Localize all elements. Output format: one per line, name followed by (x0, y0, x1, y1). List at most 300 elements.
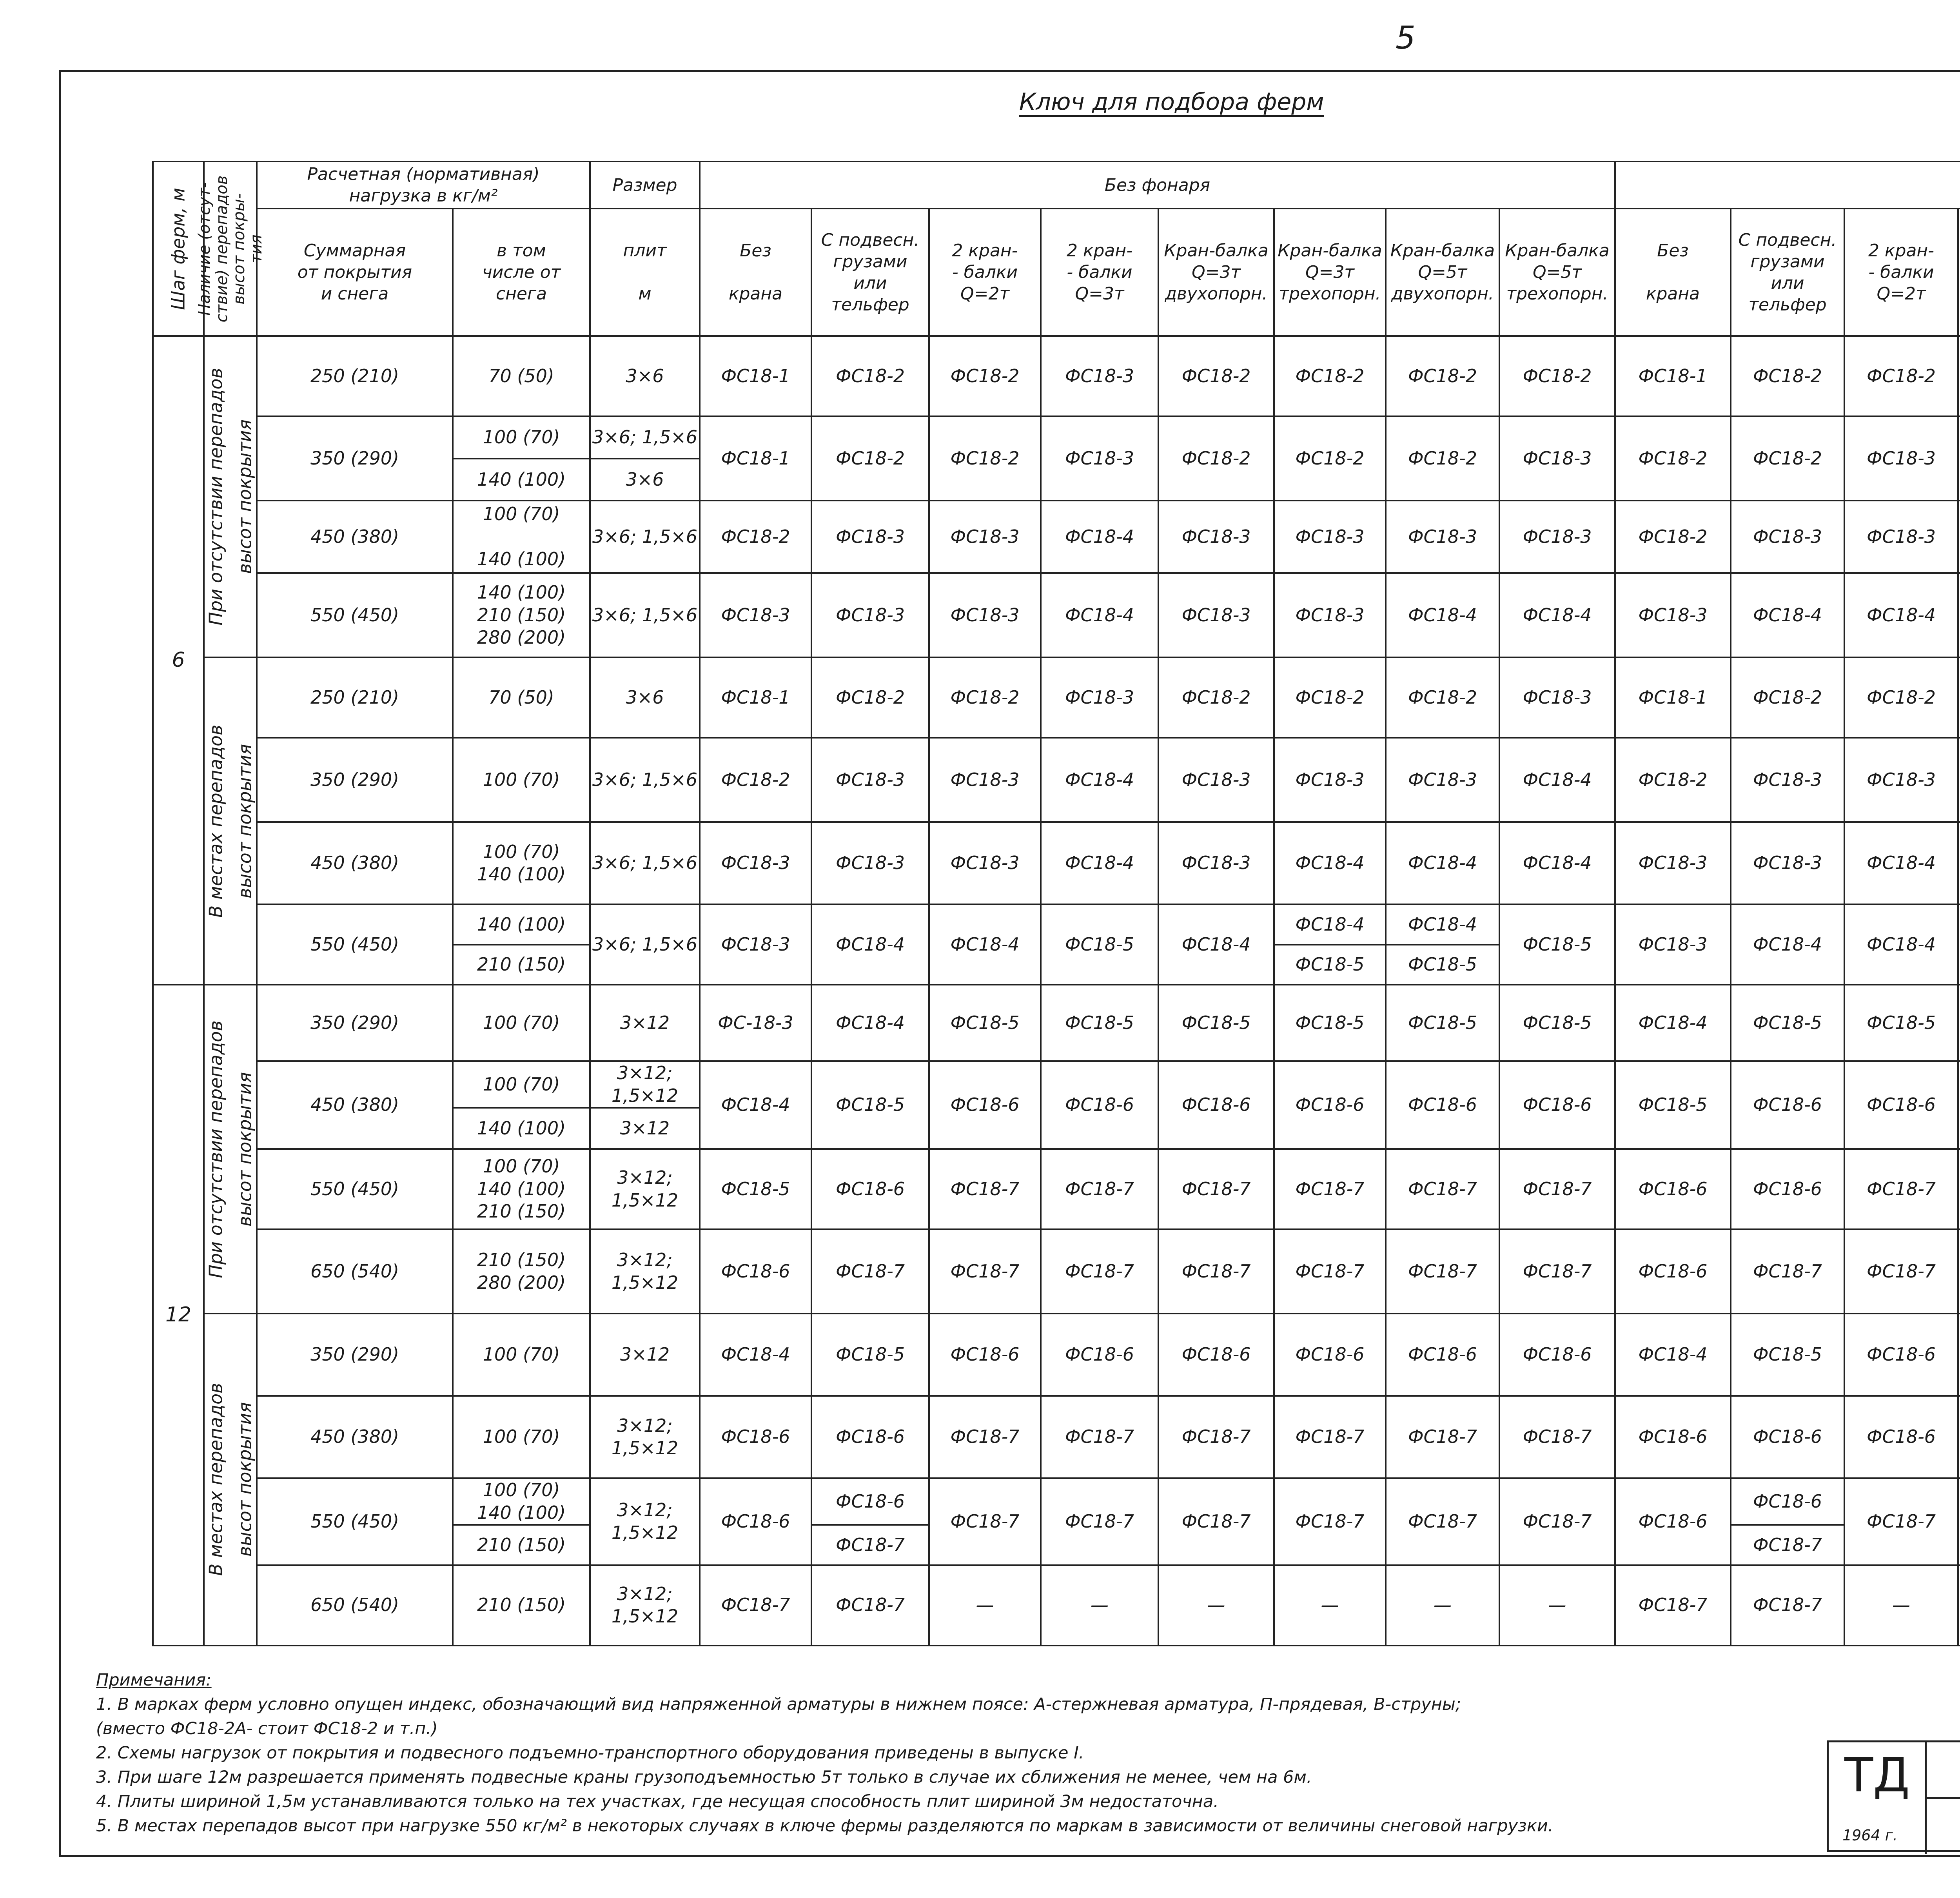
truss-mark: ФС18-6 (1615, 1478, 1731, 1565)
load-snow: 100 (70) (453, 1314, 590, 1396)
truss-mark: ФС18-1 (700, 657, 811, 738)
truss-mark: ФС18-6 (700, 1478, 811, 1565)
stamp-year: 1964 г. (1842, 1827, 1898, 1844)
truss-mark: ФС18-4 (929, 904, 1041, 985)
truss-mark (1958, 657, 1960, 738)
truss-mark: ФС18-2 (1274, 336, 1386, 416)
truss-mark: ФС18-4 (1386, 904, 1499, 945)
load-total: 550 (450) (257, 573, 453, 657)
table-row (153, 1149, 1960, 1189)
step-cell: 12 (153, 985, 204, 1646)
truss-mark: ФС18-4 (811, 985, 929, 1061)
truss-mark: ФС18-7 (1731, 1565, 1844, 1646)
truss-mark: ФС18-4 (1499, 822, 1615, 904)
table-row (153, 904, 1960, 945)
truss-mark: ФС18-6 (700, 1229, 811, 1314)
truss-mark: ФС18-3 (1158, 738, 1274, 822)
slab-size: 3×12 (590, 985, 700, 1061)
truss-mark: ФС18-6 (1386, 1314, 1499, 1396)
truss-mark: ФС18-3 (1499, 416, 1615, 501)
load-snow: 140 (100) (453, 904, 590, 945)
table-row (153, 1229, 1960, 1272)
truss-mark: ФС18-6 (811, 1396, 929, 1478)
load-snow: 100 (70) 140 (100) (453, 501, 590, 573)
slab-size: 3×12; 1,5×12 (590, 1478, 700, 1565)
truss-mark (1958, 1149, 1960, 1229)
truss-mark: ФС18-5 (1386, 945, 1499, 985)
header-crane-1: Без крана (700, 209, 811, 336)
truss-mark: ФС18-3 (1499, 501, 1615, 573)
slab-size: 3×6; 1,5×6 (590, 573, 700, 657)
truss-mark: ФС18-3 (1844, 416, 1958, 501)
truss-mark: ФС18-2 (811, 416, 929, 501)
header-crane-2: С подвесн. грузами или тельфер (811, 209, 929, 336)
truss-mark (1958, 738, 1960, 822)
truss-mark: ФС18-3 (929, 573, 1041, 657)
truss-mark (1958, 1565, 1960, 1646)
load-total: 550 (450) (257, 904, 453, 985)
truss-mark: ФС18-5 (1499, 904, 1615, 985)
truss-mark: ФС18-6 (1158, 1061, 1274, 1149)
load-total: 450 (380) (257, 1061, 453, 1149)
truss-mark: ФС18-6 (811, 1478, 929, 1525)
truss-mark: — (1499, 1565, 1615, 1646)
truss-mark: ФС18-5 (811, 1314, 929, 1396)
truss-mark: ФС18-6 (1844, 1061, 1958, 1149)
truss-mark: ФС18-6 (1844, 1314, 1958, 1396)
truss-mark: ФС18-3 (1274, 501, 1386, 573)
stamp-title-2 (1946, 1807, 1960, 1832)
truss-mark: ФС18-7 (1158, 1229, 1274, 1314)
table-row (153, 738, 1960, 780)
truss-mark: ФС18-6 (1615, 1396, 1731, 1478)
header-step: Шаг ферм, м (153, 161, 204, 336)
truss-mark: ФС18-3 (811, 501, 929, 573)
truss-mark: ФС18-7 (1274, 1478, 1386, 1565)
slab-size: 3×6; 1,5×6 (590, 501, 700, 573)
truss-mark: ФС18-5 (1386, 985, 1499, 1061)
slab-size: 3×12; 1,5×12 (590, 1229, 700, 1314)
truss-mark: ФС18-4 (1844, 822, 1958, 904)
truss-mark: ФС18-3 (1615, 904, 1731, 985)
truss-mark: ФС18-3 (1844, 501, 1958, 573)
truss-mark: ФС18-2 (1731, 336, 1844, 416)
truss-mark: ФС18-4 (1731, 904, 1844, 985)
truss-mark: ФС18-7 (1158, 1396, 1274, 1478)
truss-mark: ФС18-7 (1499, 1229, 1615, 1314)
truss-mark: ФС18-2 (1386, 657, 1499, 738)
truss-mark: ФС18-2 (1158, 336, 1274, 416)
truss-mark: — (1274, 1565, 1386, 1646)
truss-mark: ФС18-7 (929, 1478, 1041, 1565)
truss-mark: ФС18-3 (1615, 822, 1731, 904)
truss-mark: ФС18-2 (1499, 336, 1615, 416)
truss-mark: ФС18-3 (1274, 738, 1386, 822)
notes (96, 1668, 1553, 1838)
height-diff-label: В местах перепадов высот покрытия (205, 724, 255, 918)
truss-mark: ФС18-3 (1158, 573, 1274, 657)
truss-mark: ФС18-4 (1844, 904, 1958, 985)
truss-mark: ФС18-6 (1615, 1149, 1731, 1229)
truss-mark (1958, 822, 1960, 904)
slab-size: 3×6; 1,5×6 (590, 738, 700, 822)
load-snow: 100 (70) (453, 416, 590, 459)
slab-size: 3×6 (590, 336, 700, 416)
load-total: 350 (290) (257, 1314, 453, 1396)
truss-mark: ФС18-4 (1615, 1314, 1731, 1396)
load-total: 550 (450) (257, 1149, 453, 1229)
load-snow: 140 (100) 210 (150) 280 (200) (453, 573, 590, 657)
title-block (1827, 1740, 1960, 1852)
truss-mark: ФС18-6 (1844, 1396, 1958, 1478)
truss-mark: ФС18-2 (1844, 336, 1958, 416)
truss-mark: ФС18-7 (811, 1565, 929, 1646)
truss-mark: ФС18-5 (1158, 985, 1274, 1061)
slab-size: 3×12 (590, 1314, 700, 1396)
truss-mark: ФС18-6 (1731, 1149, 1844, 1229)
stamp-title-1 (1946, 1754, 1960, 1779)
table-row (153, 1396, 1960, 1437)
note-1-cont: (вместо ФС18-2А- стоит ФС18-2 и т.п.) (96, 1719, 438, 1738)
truss-mark: — (929, 1565, 1041, 1646)
header-lantern-crane-3: 2 кран- - балки Q=2т (1844, 209, 1958, 336)
truss-mark: ФС18-2 (1615, 738, 1731, 822)
title-block-divider (1927, 1797, 1960, 1799)
load-total: 450 (380) (257, 501, 453, 573)
truss-mark: ФС18-3 (811, 738, 929, 822)
truss-mark: ФС18-2 (929, 416, 1041, 501)
truss-mark: ФС18-7 (1158, 1149, 1274, 1229)
truss-mark: ФС18-5 (1274, 985, 1386, 1061)
truss-mark: ФС18-6 (1274, 1314, 1386, 1396)
truss-mark: ФС18-4 (1041, 738, 1158, 822)
truss-mark: ФС18-5 (929, 985, 1041, 1061)
step-cell: 6 (153, 336, 204, 985)
header-size: Размер (590, 161, 700, 209)
truss-mark: ФС18-5 (1041, 985, 1158, 1061)
table-row (153, 822, 1960, 863)
header-lantern-crane-4 (1958, 209, 1960, 336)
truss-mark: ФС18-3 (1499, 657, 1615, 738)
slab-size: 3×12; 1,5×12 (590, 1396, 700, 1478)
page-title: Ключ для подбора ферм (1019, 88, 1324, 116)
truss-mark: ФС18-7 (1844, 1229, 1958, 1314)
truss-mark: ФС18-2 (811, 657, 929, 738)
header-lantern-crane-2: С подвесн. грузами или тельфер (1731, 209, 1844, 336)
truss-mark: ФС18-7 (1731, 1229, 1844, 1314)
truss-mark (1958, 1478, 1960, 1565)
header-load-total: Суммарная от покрытия и снега (257, 209, 453, 336)
truss-mark: ФС18-2 (929, 336, 1041, 416)
truss-mark: ФС18-4 (1731, 573, 1844, 657)
truss-mark: ФС18-3 (1158, 501, 1274, 573)
truss-mark: ФС18-6 (1731, 1396, 1844, 1478)
truss-mark: ФС18-3 (929, 822, 1041, 904)
truss-mark: ФС18-4 (1274, 904, 1386, 945)
truss-mark: ФС18-4 (1615, 985, 1731, 1061)
header-height-diff: Наличие (отсут- ствие) перепадов высот покры- тия (204, 161, 257, 336)
truss-mark: ФС18-2 (700, 501, 811, 573)
truss-mark: ФС18-6 (1041, 1314, 1158, 1396)
slab-size: 3×6; 1,5×6 (590, 904, 700, 985)
truss-mark: ФС18-3 (1386, 501, 1499, 573)
load-snow: 100 (70) (453, 738, 590, 822)
truss-mark: ФС18-7 (811, 1229, 929, 1314)
load-total: 350 (290) (257, 738, 453, 822)
truss-mark: ФС18-7 (1386, 1149, 1499, 1229)
truss-mark: ФС18-3 (700, 822, 811, 904)
slab-size: 3×6; 1,5×6 (590, 822, 700, 904)
truss-mark: ФС18-7 (1499, 1396, 1615, 1478)
truss-mark: ФС18-5 (700, 1149, 811, 1229)
load-total: 550 (450) (257, 1478, 453, 1565)
truss-mark: ФС18-2 (700, 738, 811, 822)
truss-mark: ФС18-7 (929, 1229, 1041, 1314)
truss-mark (1958, 1314, 1960, 1396)
load-total: 350 (290) (257, 416, 453, 501)
truss-mark: ФС18-4 (1386, 573, 1499, 657)
header-crane-6: Кран-балка Q=3т трехопорн. (1274, 209, 1386, 336)
note-2: 2. Схемы нагрузок от покрытия и подвесного подъемно-транспортного оборудования приведены в выпуске I. (96, 1743, 1084, 1763)
table-row (153, 1061, 1960, 1108)
truss-mark: ФС18-1 (1615, 336, 1731, 416)
load-snow: 70 (50) (453, 657, 590, 738)
slab-size: 3×12; 1,5×12 (590, 1061, 700, 1108)
load-total: 450 (380) (257, 822, 453, 904)
truss-mark: — (1844, 1565, 1958, 1646)
table-row (153, 1314, 1960, 1355)
load-snow: 210 (150) (453, 945, 590, 985)
load-snow: 210 (150) (453, 1565, 590, 1646)
truss-mark: ФС18-2 (1844, 657, 1958, 738)
load-snow: 140 (100) (453, 459, 590, 501)
truss-mark: ФС18-5 (1844, 985, 1958, 1061)
truss-mark: ФС18-3 (1731, 501, 1844, 573)
truss-mark: ФС18-3 (811, 822, 929, 904)
truss-mark: ФС18-4 (1158, 904, 1274, 985)
note-3: 3. При шаге 12м разрешается применять подвесные краны грузоподъемностью 5т только в случае их сближения не менее, чем на 6м. (96, 1767, 1312, 1787)
truss-mark: ФС18-2 (1274, 416, 1386, 501)
load-snow: 210 (150) 280 (200) (453, 1229, 590, 1314)
slab-size: 3×12; 1,5×12 (590, 1149, 700, 1229)
note-4: 4. Плиты шириной 1,5м устанавливаются только на тех участках, где несущая способность плит шириной 3м недостаточна. (96, 1792, 1219, 1811)
header-crane-5: Кран-балка Q=3т двухопорн. (1158, 209, 1274, 336)
header-crane-8: Кран-балка Q=5т трехопорн. (1499, 209, 1615, 336)
slab-size: 3×12; 1,5×12 (590, 1565, 700, 1646)
load-snow: 70 (50) (453, 336, 590, 416)
note-5: 5. В местах перепадов высот при нагрузке 550 кг/м² в некоторых случаях в ключе фермы разделяются по маркам в зависимости от величины снеговой нагрузки. (96, 1816, 1553, 1836)
truss-mark: ФС18-6 (1731, 1478, 1844, 1525)
truss-mark: ФС18-2 (1615, 416, 1731, 501)
load-total: 650 (540) (257, 1229, 453, 1314)
table-row (153, 501, 1960, 537)
truss-selection-table (152, 161, 1960, 1646)
truss-mark: ФС18-4 (1274, 822, 1386, 904)
truss-mark: ФС18-5 (1499, 985, 1615, 1061)
truss-mark: ФС18-7 (1041, 1478, 1158, 1565)
truss-mark: ФС18-6 (1499, 1314, 1615, 1396)
truss-mark: ФС18-1 (700, 336, 811, 416)
truss-mark: ФС18-6 (1274, 1061, 1386, 1149)
truss-mark: ФС18-7 (1274, 1149, 1386, 1229)
height-diff-label: При отсутствии перепадов высот покрытия (205, 1020, 255, 1278)
truss-mark: ФС18-7 (1041, 1396, 1158, 1478)
truss-mark: ФС18-3 (1615, 573, 1731, 657)
truss-mark: ФС18-4 (1386, 822, 1499, 904)
header-size-sub: плит м (590, 209, 700, 336)
height-diff-group (204, 1314, 257, 1646)
height-diff-group (204, 336, 257, 657)
truss-mark: ФС18-4 (1041, 573, 1158, 657)
truss-mark: ФС18-2 (929, 657, 1041, 738)
truss-mark: ФС18-5 (1615, 1061, 1731, 1149)
truss-mark (1958, 416, 1960, 501)
truss-mark: ФС18-7 (929, 1396, 1041, 1478)
truss-mark: ФС18-5 (1041, 904, 1158, 985)
truss-mark: ФС18-7 (1499, 1149, 1615, 1229)
header-crane-4: 2 кран- - балки Q=3т (1041, 209, 1158, 336)
truss-mark: ФС18-4 (811, 904, 929, 985)
truss-mark (1958, 985, 1960, 1061)
truss-mark: ФС18-2 (1386, 416, 1499, 501)
load-total: 450 (380) (257, 1396, 453, 1478)
header-no-lantern: Без фонаря (700, 161, 1615, 209)
truss-mark: ФС18-3 (811, 573, 929, 657)
table-row (153, 657, 1960, 698)
truss-mark: ФС18-6 (1731, 1061, 1844, 1149)
truss-mark: ФС18-3 (929, 501, 1041, 573)
truss-mark: ФС18-7 (1041, 1229, 1158, 1314)
truss-mark: ФС18-6 (1386, 1061, 1499, 1149)
load-total: 350 (290) (257, 985, 453, 1061)
truss-mark: ФС18-1 (1615, 657, 1731, 738)
truss-mark: ФС18-7 (1386, 1229, 1499, 1314)
truss-mark: ФС18-7 (1386, 1478, 1499, 1565)
truss-mark: ФС18-4 (1499, 738, 1615, 822)
truss-mark: ФС18-5 (811, 1061, 929, 1149)
truss-mark: ФС18-5 (1274, 945, 1386, 985)
note-1: 1. В марках ферм условно опущен индекс, обозначающий вид напряженной арматуры в нижнем поясе: А-стержневая арматура, П-прядевая, В-струны; (96, 1695, 1461, 1714)
truss-mark: ФС18-4 (1499, 573, 1615, 657)
truss-mark: ФС18-4 (1844, 573, 1958, 657)
truss-mark: ФС18-6 (811, 1149, 929, 1229)
table-row (153, 1565, 1960, 1606)
truss-mark: ФС18-3 (1731, 738, 1844, 822)
truss-mark: ФС18-7 (1844, 1478, 1958, 1565)
load-total: 650 (540) (257, 1565, 453, 1646)
truss-mark: ФС18-2 (1274, 657, 1386, 738)
load-snow: 100 (70) (453, 1061, 590, 1108)
org-mark: ТД (1844, 1748, 1910, 1803)
slab-size: 3×6; 1,5×6 (590, 416, 700, 459)
truss-mark: ФС18-2 (1615, 501, 1731, 573)
truss-mark: ФС18-3 (1274, 573, 1386, 657)
truss-mark: — (1386, 1565, 1499, 1646)
truss-mark (1958, 904, 1960, 985)
truss-mark: ФС18-7 (1499, 1478, 1615, 1565)
truss-mark: ФС18-3 (700, 573, 811, 657)
header-lantern-crane-1: Без крана (1615, 209, 1731, 336)
truss-mark: — (1041, 1565, 1158, 1646)
truss-mark (1958, 573, 1960, 657)
load-snow: 100 (70) (453, 1396, 590, 1478)
load-snow: 100 (70) 140 (100) 210 (150) (453, 1149, 590, 1229)
truss-mark: ФС18-6 (1615, 1229, 1731, 1314)
load-snow: 100 (70) 140 (100) (453, 822, 590, 904)
truss-mark (1958, 1229, 1960, 1314)
truss-mark (1958, 1061, 1960, 1149)
truss-mark: ФС18-1 (700, 416, 811, 501)
truss-mark: ФС18-2 (1386, 336, 1499, 416)
truss-mark: ФС18-6 (1041, 1061, 1158, 1149)
table-row (153, 416, 1960, 459)
truss-mark (1958, 336, 1960, 416)
truss-mark: ФС18-2 (1731, 657, 1844, 738)
truss-mark: ФС18-4 (700, 1314, 811, 1396)
notes-heading: Примечания: (96, 1670, 212, 1690)
load-total: 250 (210) (257, 657, 453, 738)
truss-mark: ФС18-3 (700, 904, 811, 985)
org-logo (1829, 1742, 1927, 1854)
truss-mark: ФС18-7 (1274, 1229, 1386, 1314)
truss-mark: ФС18-3 (1041, 416, 1158, 501)
truss-mark: ФС18-2 (811, 336, 929, 416)
truss-mark: ФС18-4 (1041, 822, 1158, 904)
truss-mark: ФС18-6 (1158, 1314, 1274, 1396)
height-diff-label: При отсутствии перепадов высот покрытия (205, 368, 255, 626)
truss-mark: ФС18-6 (929, 1314, 1041, 1396)
truss-mark: — (1158, 1565, 1274, 1646)
load-snow: 100 (70) 140 (100) (453, 1478, 590, 1525)
truss-mark: ФС18-2 (1158, 657, 1274, 738)
table-row (153, 1478, 1960, 1525)
truss-mark: ФС18-3 (1844, 738, 1958, 822)
truss-mark: ФС18-2 (1158, 416, 1274, 501)
truss-mark: ФС18-6 (1499, 1061, 1615, 1149)
truss-mark: ФС18-3 (1041, 336, 1158, 416)
table-row (153, 573, 1960, 615)
truss-mark: ФС18-3 (1158, 822, 1274, 904)
truss-mark: ФС18-2 (1731, 416, 1844, 501)
load-snow: 100 (70) (453, 985, 590, 1061)
truss-mark: ФС-18-3 (700, 985, 811, 1061)
slab-size: 3×6 (590, 657, 700, 738)
load-snow: 140 (100) (453, 1108, 590, 1149)
truss-mark: ФС18-7 (1615, 1565, 1731, 1646)
truss-mark: ФС18-7 (1041, 1149, 1158, 1229)
truss-mark: ФС18-7 (1386, 1396, 1499, 1478)
header-with-lantern (1615, 161, 1960, 209)
truss-mark: ФС18-7 (1731, 1525, 1844, 1565)
page-number: 5 (1396, 20, 1416, 56)
truss-mark: ФС18-3 (1386, 738, 1499, 822)
truss-mark: ФС18-6 (929, 1061, 1041, 1149)
height-diff-label: В местах перепадов высот покрытия (205, 1383, 255, 1576)
header-load: Расчетная (нормативная) нагрузка в кг/м² (257, 161, 590, 209)
header-load-snow: в том числе от снега (453, 209, 590, 336)
truss-mark: ФС18-3 (1731, 822, 1844, 904)
truss-mark: ФС18-6 (700, 1396, 811, 1478)
load-total: 250 (210) (257, 336, 453, 416)
truss-mark (1958, 501, 1960, 573)
truss-mark: ФС18-7 (811, 1525, 929, 1565)
truss-mark: ФС18-7 (700, 1565, 811, 1646)
header-crane-7: Кран-балка Q=5т двухопорн. (1386, 209, 1499, 336)
truss-mark (1958, 1396, 1960, 1478)
slab-size: 3×12 (590, 1108, 700, 1149)
header-crane-3: 2 кран- - балки Q=2т (929, 209, 1041, 336)
truss-mark: ФС18-7 (1274, 1396, 1386, 1478)
